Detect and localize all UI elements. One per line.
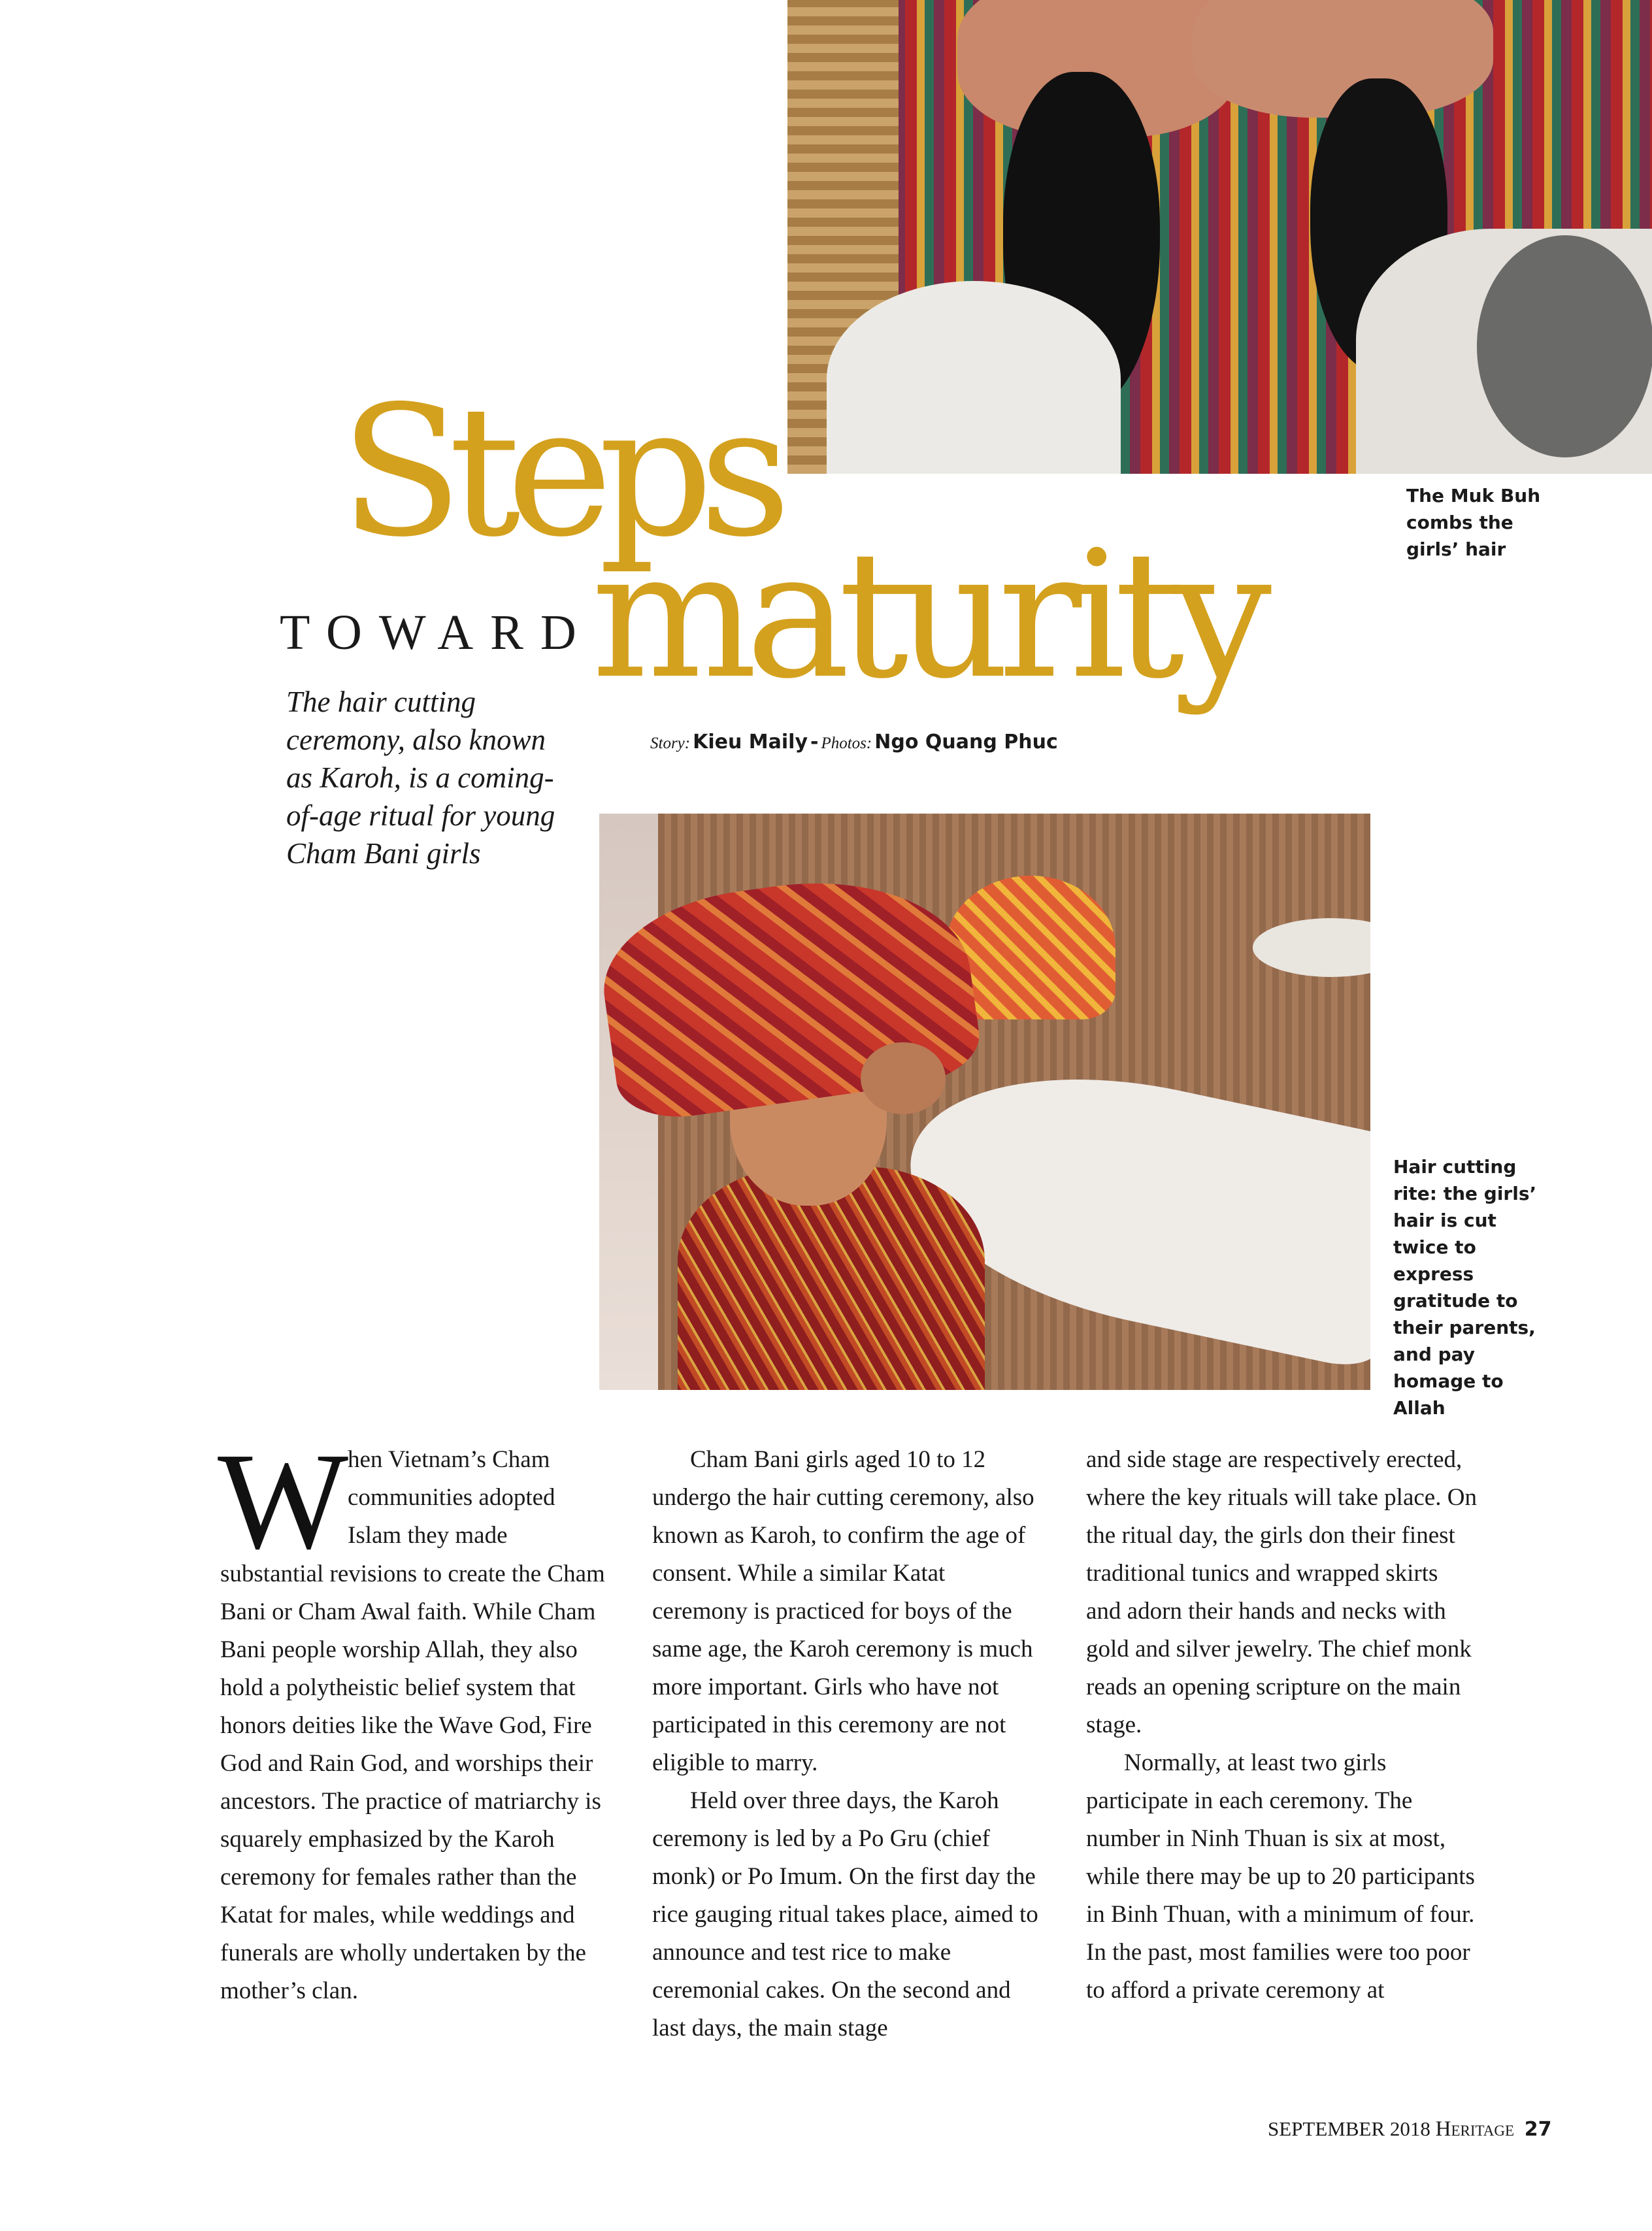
page-number: 27 <box>1524 2118 1552 2141</box>
photo-caption-middle: Hair cutting rite: the girls’ hair is cut twice to express gratitude to their parents, and pay homage to Allah <box>1393 1156 1537 1419</box>
photo-detail <box>1477 235 1652 457</box>
body-paragraph: Normally, at least two girls participate in each ceremony. The number in Ninh Thuan is six at most, while there may be up to 20 participants in Binh Thuan, with a minimum of four. In the past, most families were too poor to afford a private ceremony at <box>1086 1749 1475 2004</box>
byline <box>650 731 1058 753</box>
byline-photographer: Ngo Quang Phuc <box>874 731 1058 753</box>
body-paragraph: substantial revisions to create the Cham Bani or Cham Awal faith. While Cham Bani people worship Allah, they also hold a polytheistic belief system that honors deities like the Wave God, Fire God and Rain God, and worships their ancestors. The practice of matriarchy is squarely emphasized by the Karoh ceremony for females rather than the Katat for males, while weddings and funerals are wholly undertaken by the mother’s clan. <box>220 1561 605 2004</box>
body-paragraph: hen Vietnam’s Cham communities adopted Islam they made <box>348 1446 555 1549</box>
body-column-2 <box>652 1441 1044 2047</box>
photo-hair-combing <box>787 0 1652 474</box>
photo-detail <box>827 281 1121 474</box>
body-paragraph: Cham Bani girls aged 10 to 12 undergo the hair cutting ceremony, also known as Karoh, to confirm the age of consent. While a similar Katat ceremony is practiced for boys of the same age, the Karoh ceremony is much more important. Girls who have not participated in this ceremony are not eligible to marry. <box>652 1446 1034 1776</box>
photo-detail <box>1253 918 1370 977</box>
dropcap-row <box>218 1424 612 1578</box>
drop-cap: W <box>218 1424 349 1578</box>
body-column-3 <box>1086 1441 1478 2009</box>
article-deck: The hair cutting ceremony, also known as Karoh, is a coming-of-age ritual for young Cham Bani girls <box>286 686 555 870</box>
body-column-1 <box>218 1424 612 2010</box>
folio-date: SEPTEMBER 2018 <box>1268 2117 1430 2140</box>
byline-photos-label: Photos: <box>821 735 872 752</box>
photo-hair-cutting-rite <box>599 814 1370 1390</box>
title-steps: Steps <box>340 367 777 576</box>
body-paragraph: Held over three days, the Karoh ceremony is led by a Po Gru (chief monk) or Po Imum. On the first day the rice gauging ritual takes place, aimed to announce and test rice to make ceremonial cakes. On the second and last days, the main stage <box>652 1787 1038 2041</box>
byline-separator: - <box>810 731 819 753</box>
photo-caption-top: The Muk Buh combs the girls’ hair <box>1406 485 1541 560</box>
title-toward: TOWARD <box>280 605 593 660</box>
page-folio <box>1268 2117 1552 2141</box>
body-paragraph: and side stage are respectively erected, where the key rituals will take place. On the ritual day, the girls don their finest traditional tunics and wrapped skirts and adorn their hands and necks with gold and silver jewelry. The chief monk reads an opening scripture on the main stage. <box>1086 1446 1477 1738</box>
photo-detail <box>861 1042 946 1114</box>
byline-author: Kieu Maily <box>693 731 808 753</box>
title-maturity: maturity <box>591 514 1261 718</box>
folio-magazine-name: Heritage <box>1435 2117 1515 2141</box>
byline-story-label: Story: <box>650 735 691 752</box>
